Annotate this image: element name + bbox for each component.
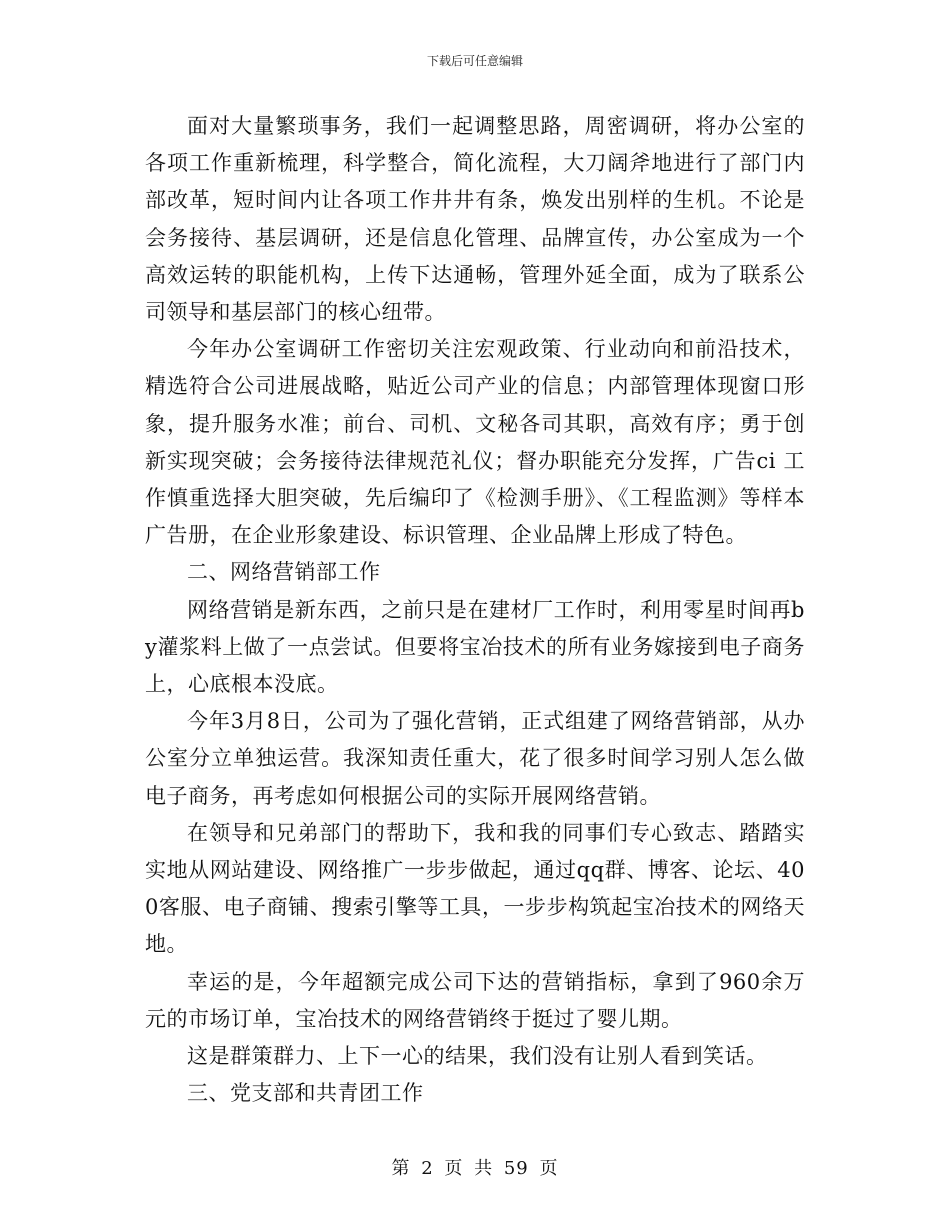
document-body bbox=[145, 108, 805, 1112]
section-heading-network-marketing: 二、网络营销部工作 bbox=[187, 560, 381, 585]
paragraph-network-marketing-dept: 今年3月8日，公司为了强化营销，正式组建了网络营销部，从办公室分立单独运营。我深知责任重大，花了很多时间学习别人怎么做电子商务，再考虑如何根据公司的实际开展网络营销。 bbox=[145, 709, 805, 808]
paragraph-office-research: 今年办公室调研工作密切关注宏观政策、行业动向和前沿技术，精选符合公司进展战略，贴近公司产业的信息；内部管理体现窗口形象，提升服务水准；前台、司机、文秘各司其职，高效有序；勇于创新实现突破；会务接待法律规范礼仪；督办职能充分发挥，广告ci 工作慎重选择大胆突破，先后编印了《检测手册》、《工程监测》等样本广告册，在企业形象建设、标识管理、企业品牌上形成了特色。 bbox=[145, 337, 805, 548]
paragraph-office-reform: 面对大量繁琐事务，我们一起调整思路，周密调研，将办公室的各项工作重新梳理，科学整合，简化流程，大刀阔斧地进行了部门内部改革，短时间内让各项工作井井有条，焕发出别样的生机。不论是会务接待、基层调研，还是信息化管理、品牌宣传，办公室成为一个高效运转的职能机构，上传下达通畅，管理外延全面，成为了联系公司领导和基层部门的核心纽带。 bbox=[145, 114, 805, 325]
paragraph-network-marketing-tools: 在领导和兄弟部门的帮助下，我和我的同事们专心致志、踏踏实实地从网站建设、网络推广一步步做起，通过qq群、博客、论坛、400客服、电子商铺、搜索引擎等工具，一步步构筑起宝冶技术的网络天地。 bbox=[145, 820, 805, 957]
page-number: 第 2 页 共 59 页 bbox=[391, 1158, 559, 1179]
section-heading-party-branch: 三、党支部和共青团工作 bbox=[187, 1081, 424, 1106]
paragraph-sales-result: 幸运的是，今年超额完成公司下达的营销指标，拿到了960余万元的市场订单，宝冶技术的网络营销终于挺过了婴儿期。 bbox=[145, 969, 805, 1031]
page-header: 下载后可任意编辑 bbox=[426, 54, 523, 68]
paragraph-team-effort: 这是群策群力、上下一心的结果，我们没有让别人看到笑话。 bbox=[187, 1044, 768, 1069]
paragraph-network-marketing-intro: 网络营销是新东西，之前只是在建材厂工作时，利用零星时间再by灌浆料上做了一点尝试。但要将宝冶技术的所有业务嫁接到电子商务上，心底根本没底。 bbox=[145, 597, 805, 697]
